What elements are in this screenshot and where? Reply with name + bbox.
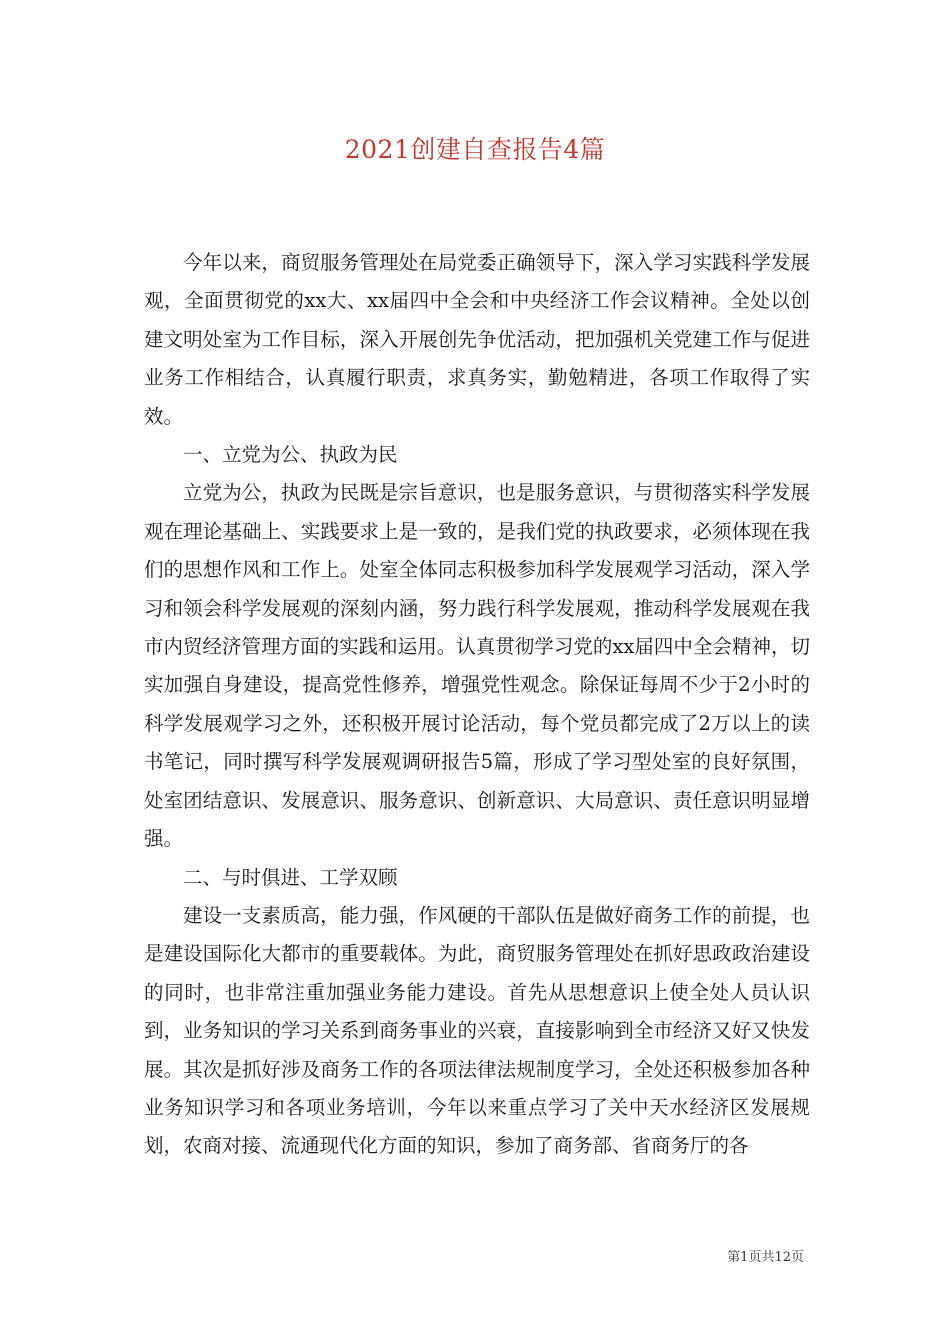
- section-heading-1: 一、立党为公、执政为民: [183, 443, 398, 467]
- page-number-footer: 第1页共12页: [727, 1250, 804, 1265]
- paragraph-section-1: 立党为公，执政为民既是宗旨意识，也是服务意识，与贯彻落实科学发展观在理论基础上、实践要求上是一致的，是我们党的执政要求，必须体现在我们的思想作风和工作上。处室全体同志积极参加科学发展观学习活动，深入学习和领会科学发展观的深刻内涵，努力践行科学发展观，推动科学发展观在我市内贸经济管理方面的实践和运用。认真贯彻学习党的xx届四中全会精神，切实加强自身建设，提高党性修养，增强党性观念。除保证每周不少于2小时的科学发展观学习之外，还积极开展讨论活动，每个党员都完成了2万以上的读书笔记，同时撰写科学发展观调研报告5篇，形成了学习型处室的良好氛围，处室团结意识、发展意识、服务意识、创新意识、大局意识、责任意识明显增强。: [144, 481, 810, 851]
- document-title: 2021创建自查报告4篇: [344, 135, 606, 164]
- document-body: [144, 244, 810, 1166]
- paragraph-intro: 今年以来，商贸服务管理处在局党委正确领导下，深入学习实践科学发展观，全面贯彻党的xx大、xx届四中全会和中央经济工作会议精神。全处以创建文明处室为工作目标，深入开展创先争优活动，把加强机关党建工作与促进业务工作相结合，认真履行职责，求真务实，勤勉精进，各项工作取得了实效。: [144, 251, 810, 428]
- paragraph-section-2: 建设一支素质高，能力强，作风硬的干部队伍是做好商务工作的前提，也是建设国际化大都市的重要载体。为此，商贸服务管理处在抓好思政政治建设的同时，也非常注重加强业务能力建设。首先从思想意识上使全处人员认识到，业务知识的学习关系到商务事业的兴衰，直接影响到全市经济又好又快发展。其次是抓好涉及商务工作的各项法律法规制度学习，全处还积极参加各种业务知识学习和各项业务培训，今年以来重点学习了关中天水经济区发展规划，农商对接、流通现代化方面的知识，参加了商务部、省商务厅的各: [144, 903, 810, 1158]
- section-heading-2: 二、与时俱进、工学双顾: [183, 865, 398, 889]
